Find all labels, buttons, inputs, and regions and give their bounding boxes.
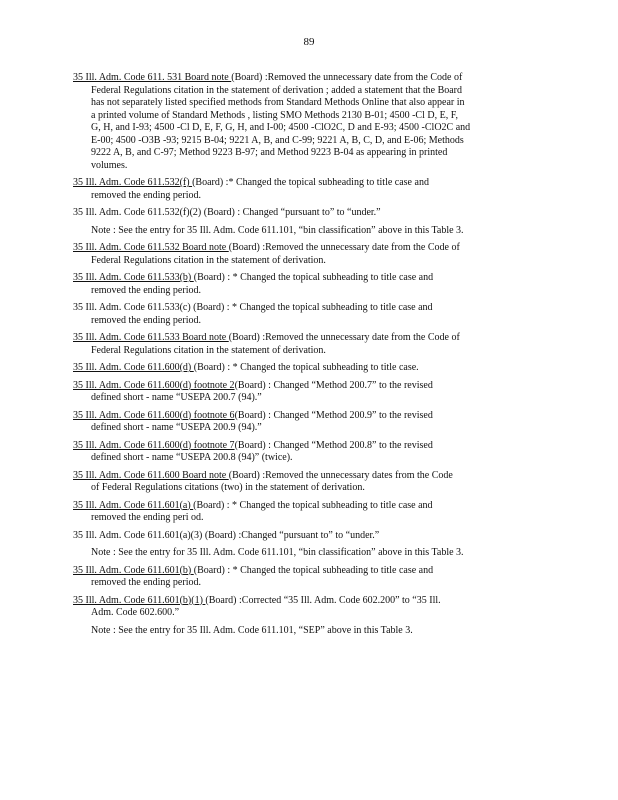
table-entry xyxy=(73,72,543,172)
entry-text: of Federal Regulations citations (two) in the statement of derivation. xyxy=(91,482,365,493)
entry-text: defined short - name “USEPA 200.8 (94)” (twice). xyxy=(91,452,293,463)
table-entry xyxy=(73,302,543,327)
entry-first-line xyxy=(73,470,543,483)
entry-text: Federal Regulations citation in the statement of derivation. xyxy=(91,344,326,356)
entry-citation: 35 Ill. Adm. Code 611.600(d) footnote 7 xyxy=(73,439,235,451)
entry-text: defined short - name “USEPA 200.9 (94).” xyxy=(91,422,262,433)
entry-continuation-line xyxy=(73,607,543,620)
entry-text: (Board) :Changed “pursuant to” to “under.” xyxy=(204,529,380,541)
entry-citation: 35 Ill. Adm. Code 611.533(b) xyxy=(73,272,194,283)
entry-continuation-line xyxy=(73,345,543,358)
table-note: Note : See the entry for 35 Ill. Adm. Code 611.101, “SEP” above in this Table 3. xyxy=(91,624,413,636)
table-entry xyxy=(73,362,543,375)
table-entry xyxy=(73,470,543,495)
entry-text: (Board) :Removed the unnecessary date from the Code of xyxy=(228,332,460,343)
entry-continuation-line xyxy=(73,97,543,110)
entry-text: removed the ending period. xyxy=(91,284,201,296)
entry-first-line xyxy=(73,72,543,85)
entry-text: (Board) :Removed the unnecessary dates from the Code xyxy=(228,469,453,481)
page-number: 89 xyxy=(303,36,315,48)
entry-continuation-line xyxy=(73,452,543,465)
entry-text: removed the ending period. xyxy=(91,314,201,326)
entry-text: (Board) :Removed the unnecessary date from the Code of xyxy=(231,72,463,83)
table-entry xyxy=(73,500,543,525)
entry-continuation-line xyxy=(73,512,543,525)
entry-citation: 35 Ill. Adm. Code 611.600(d) footnote 2 xyxy=(73,379,235,391)
entry-first-line xyxy=(73,242,543,255)
entry-first-line xyxy=(73,177,543,190)
entry-text: Adm. Code 602.600.” xyxy=(91,607,180,618)
entry-first-line xyxy=(73,595,543,608)
entry-text: G, H, and I-93; 4500 -Cl D, E, F, G, H, and I-00; 4500 -ClO2C, D and E-93; 4500 -ClO2C and xyxy=(91,122,471,133)
entry-first-line xyxy=(73,440,543,453)
entry-citation: 35 Ill. Adm. Code 611.600 Board note xyxy=(73,469,229,481)
entry-continuation-line xyxy=(73,147,543,160)
entry-continuation-line xyxy=(73,482,543,495)
entry-citation: 35 Ill. Adm. Code 611.600(d) footnote 6 xyxy=(73,409,235,421)
entry-citation: 35 Ill. Adm. Code 611.532(f) xyxy=(73,177,193,188)
entry-continuation-line xyxy=(73,422,543,435)
entry-continuation-line xyxy=(73,577,543,590)
entry-continuation-line xyxy=(73,392,543,405)
entry-first-line xyxy=(73,272,543,285)
entry-citation: 35 Ill. Adm. Code 611.601(b) xyxy=(73,564,194,576)
table-entry xyxy=(73,565,543,590)
entry-continuation-line xyxy=(73,135,543,148)
table-entry xyxy=(73,440,543,465)
entry-continuation-line xyxy=(73,122,543,135)
entry-text: (Board) : Changed “Method 200.8” to the revised xyxy=(234,439,433,451)
entry-text: has not separately listed specified methods from Standard Methods Online that also appear in xyxy=(91,97,465,108)
entry-continuation-line xyxy=(73,85,543,98)
entry-text: removed the ending peri od. xyxy=(91,512,204,523)
entry-continuation-line xyxy=(73,110,543,123)
entry-text: Federal Regulations citation in the statement of derivation ; added a statement that the Board xyxy=(91,84,463,96)
entry-text: (Board) :Removed the unnecessary date from the Code of xyxy=(228,242,460,253)
entry-text: defined short - name “USEPA 200.7 (94).” xyxy=(91,392,262,403)
entry-first-line xyxy=(73,362,543,375)
entry-continuation-line xyxy=(73,190,543,203)
entry-text: removed the ending period. xyxy=(91,577,201,588)
entry-text: Federal Regulations citation in the statement of derivation. xyxy=(91,254,326,266)
entry-first-line xyxy=(73,332,543,345)
table-entry xyxy=(73,242,543,267)
table-entry xyxy=(73,410,543,435)
entry-first-line xyxy=(73,565,543,578)
entry-first-line xyxy=(73,302,543,315)
entry-citation: 35 Ill. Adm. Code 611.601(b)(1) xyxy=(73,594,206,606)
entries-list xyxy=(73,72,543,642)
entry-citation: 35 Ill. Adm. Code 611.532 Board note xyxy=(73,242,229,253)
entry-text: E-00; 4500 -O3B -93; 9215 B-04; 9221 A, B, and C-99; 9221 A, B, C, D, and E-06; Methods xyxy=(91,134,464,146)
entry-text: 9222 A, B, and C-97; Method 9223 B-97; and Method 9223 B-04 as appearing in printed xyxy=(91,147,448,158)
entry-citation: 35 Ill. Adm. Code 611.601(a) xyxy=(73,499,194,511)
entry-text: removed the ending period. xyxy=(91,189,201,201)
entry-text: volumes. xyxy=(91,159,128,171)
entry-continuation-line xyxy=(73,255,543,268)
entry-text: (Board) : Changed “Method 200.7” to the revised xyxy=(234,379,433,391)
entry-continuation-line xyxy=(73,315,543,328)
table-entry xyxy=(73,207,543,220)
entry-text: (Board) : * Changed the topical subheading to title case and xyxy=(193,302,433,313)
entry-citation: 35 Ill. Adm. Code 611.533(c) xyxy=(73,302,194,313)
table-entry xyxy=(73,332,543,357)
entry-first-line xyxy=(73,500,543,513)
entry-first-line xyxy=(73,207,543,220)
table-entry xyxy=(73,595,543,620)
entry-text: (Board) : * Changed the topical subheading to title case and xyxy=(193,272,434,283)
entry-text: (Board) : Changed “pursuant to” to “under.” xyxy=(203,207,381,218)
entry-first-line xyxy=(73,410,543,423)
entry-citation: 35 Ill. Adm. Code 611. 531 Board note xyxy=(73,72,232,83)
entry-citation: 35 Ill. Adm. Code 611.533 Board note xyxy=(73,332,229,343)
entry-first-line xyxy=(73,530,543,543)
entry-continuation-line xyxy=(73,160,543,173)
entry-text: (Board) :* Changed the topical subheading to title case and xyxy=(192,177,429,188)
entry-text: (Board) : * Changed the topical subheading to title case and xyxy=(193,499,433,511)
entry-text: (Board) :Corrected “35 Ill. Adm. Code 602.200” to “35 Ill. xyxy=(205,594,441,606)
table-entry xyxy=(73,272,543,297)
entry-text: (Board) : Changed “Method 200.9” to the revised xyxy=(234,409,433,421)
entry-citation: 35 Ill. Adm. Code 611.601(a)(3) xyxy=(73,529,205,541)
entry-citation: 35 Ill. Adm. Code 611.532(f)(2) xyxy=(73,207,204,218)
entry-first-line xyxy=(73,380,543,393)
table-entry xyxy=(73,380,543,405)
entry-text: (Board) : * Changed the topical subheading to title case. xyxy=(193,362,419,373)
entry-citation: 35 Ill. Adm. Code 611.600(d) xyxy=(73,362,194,373)
entry-text: a printed volume of Standard Methods , listing SMO Methods 2130 B-01; 4500 -Cl D, E, F, xyxy=(91,109,458,121)
table-entry xyxy=(73,177,543,202)
entry-continuation-line xyxy=(73,285,543,298)
table-note: Note : See the entry for 35 Ill. Adm. Code 611.101, “bin classification” above in this Table 3. xyxy=(91,547,464,558)
table-note: Note : See the entry for 35 Ill. Adm. Code 611.101, “bin classification” above in this Table 3. xyxy=(91,224,464,236)
table-entry xyxy=(73,530,543,543)
entry-text: (Board) : * Changed the topical subheading to title case and xyxy=(193,564,434,576)
